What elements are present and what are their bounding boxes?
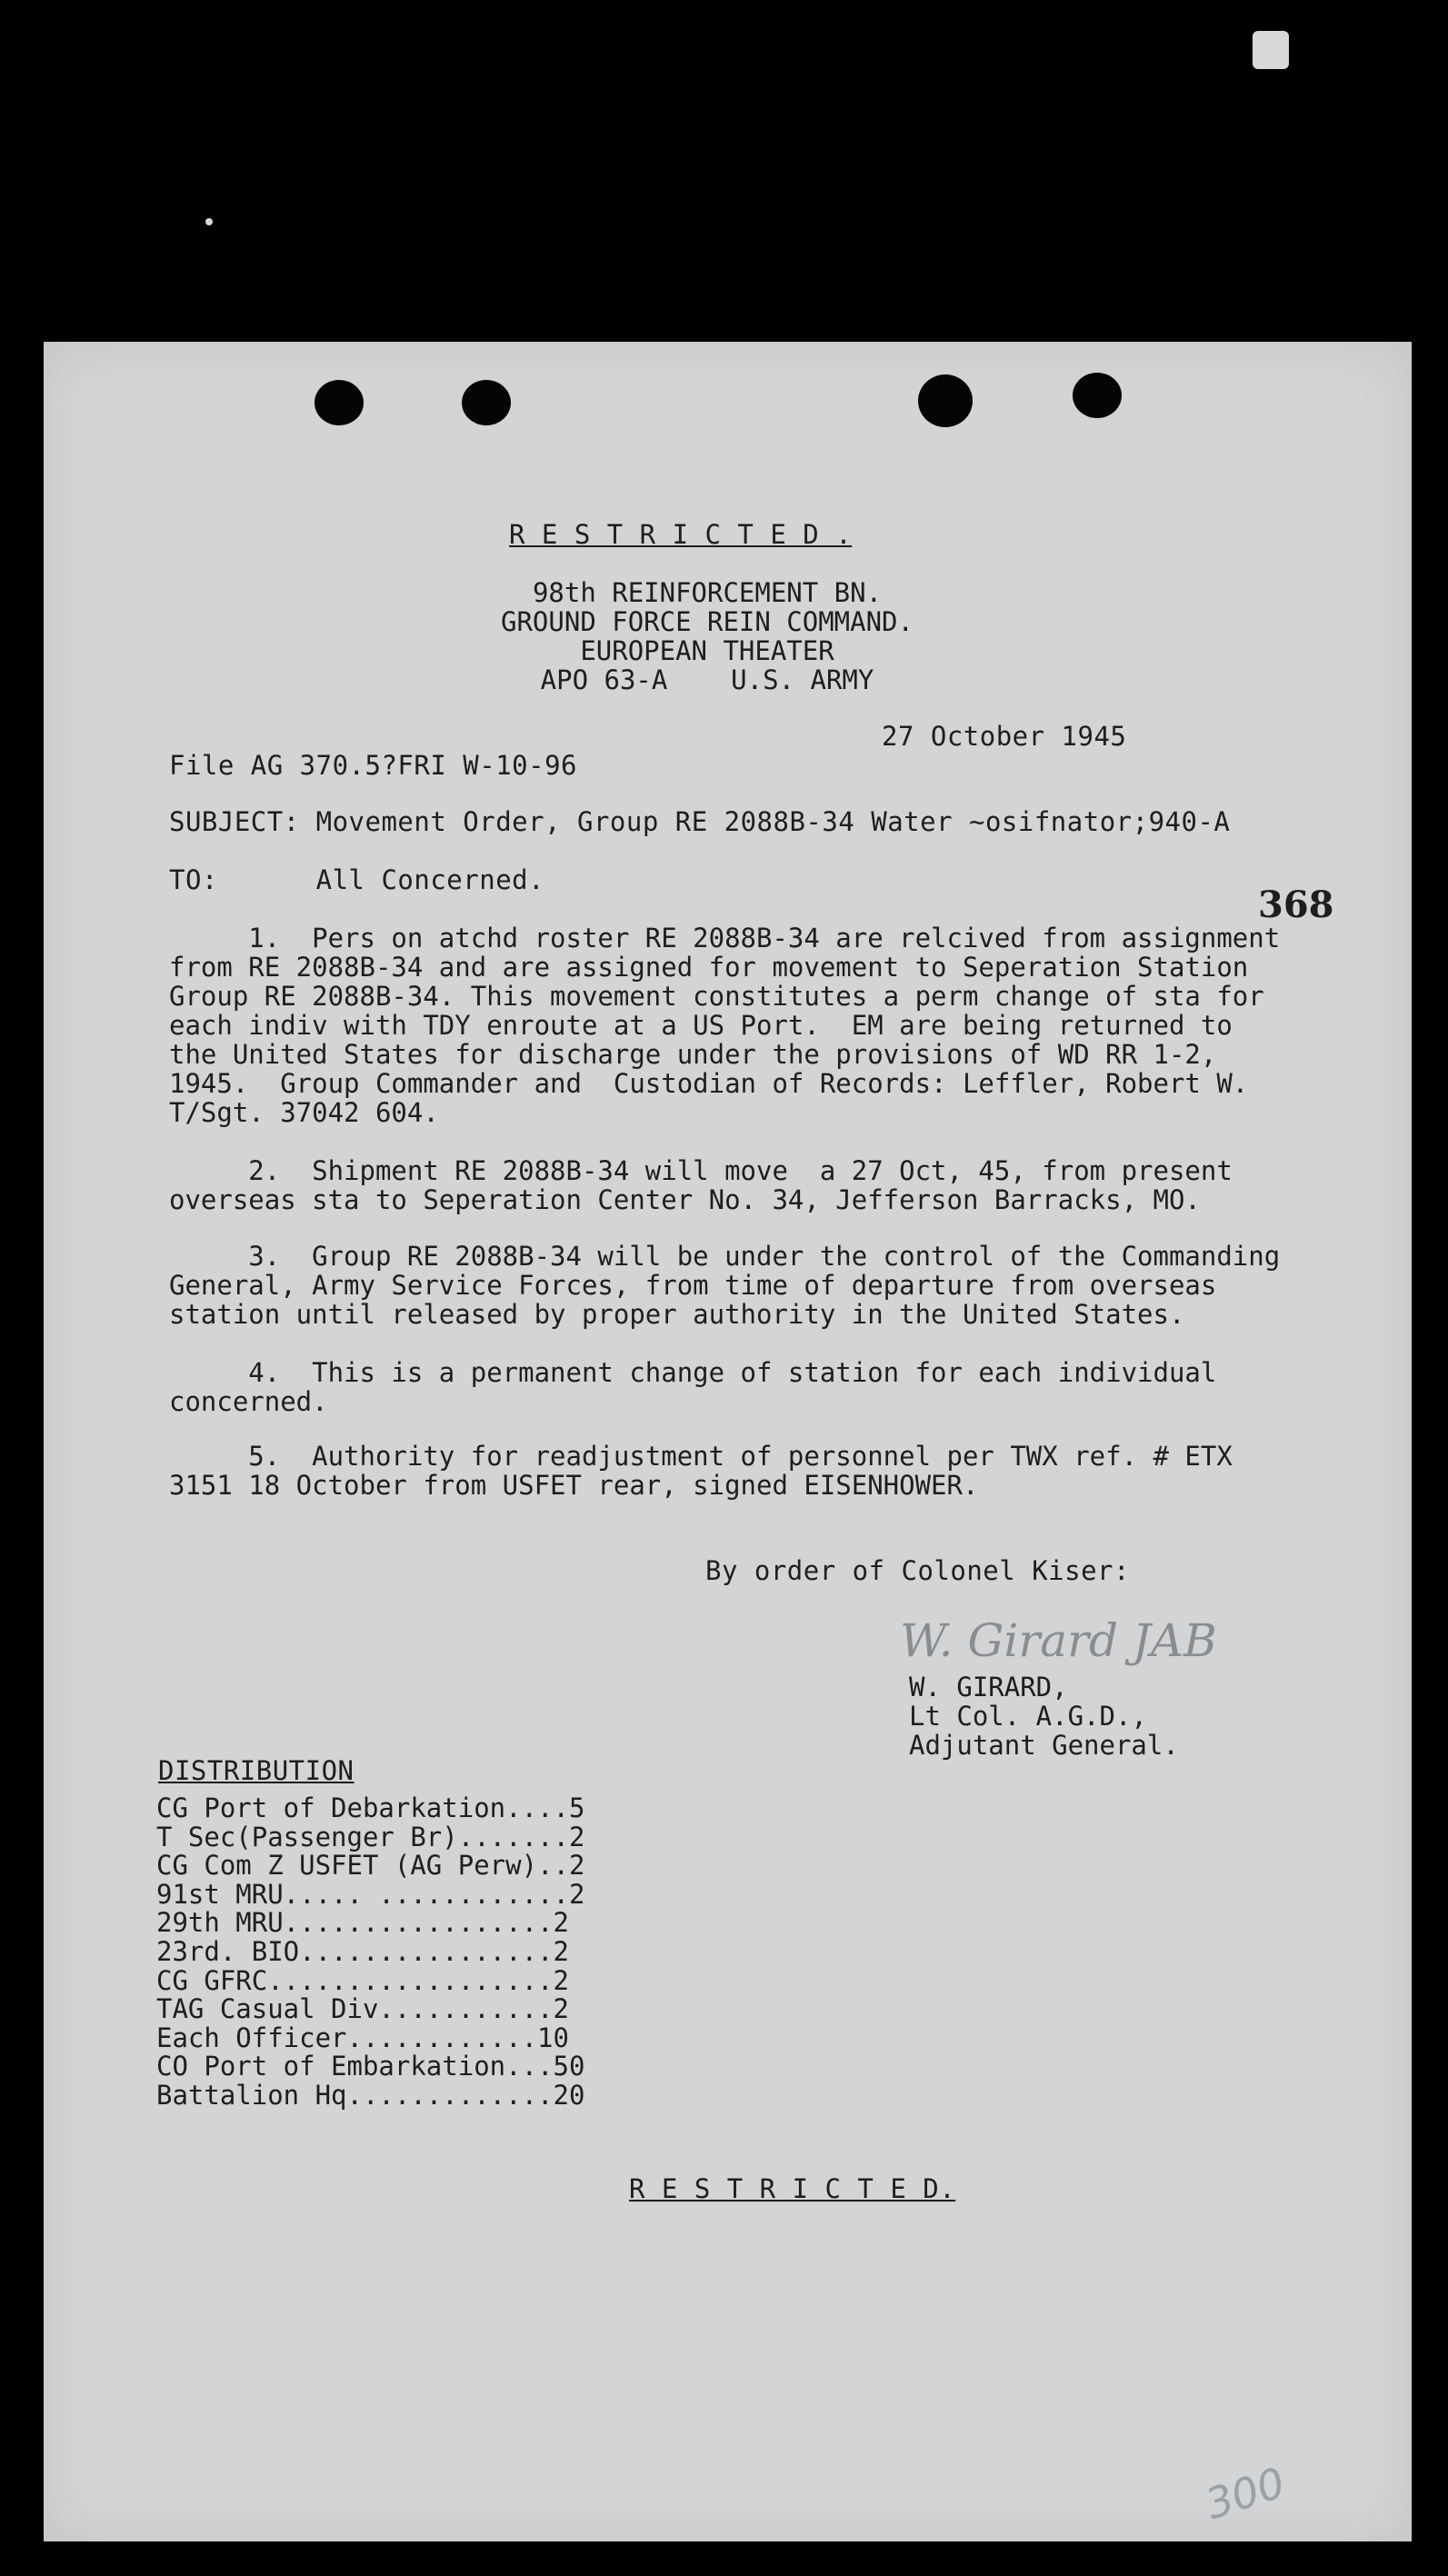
to-line: TO: All Concerned.: [169, 864, 545, 895]
distribution-item: 91st MRU..... ............2: [156, 1878, 585, 1910]
handwritten-signature: W. Girard JAB: [900, 1614, 1217, 1667]
distribution-item: CO Port of Embarkation...50: [156, 2051, 585, 2082]
punch-hole: [918, 374, 973, 427]
paragraph-2: [169, 1156, 1233, 1214]
classification-bottom: R E S T R I C T E D.: [629, 2173, 956, 2204]
distribution-item: TAG Casual Div...........2: [156, 1993, 569, 2025]
pencil-annotation: 300: [1199, 2457, 1292, 2530]
punch-hole: [315, 380, 364, 425]
paragraph-5: [169, 1442, 1233, 1500]
paragraph-1: [169, 924, 1280, 1127]
text-line: each indiv with TDY enroute at a US Port. EM are being returned to: [169, 1010, 1233, 1041]
text-line: 1945. Group Commander and Custodian of Records: Leffler, Robert W.: [169, 1068, 1249, 1099]
text-line: from RE 2088B-34 and are assigned for movement to Seperation Station: [169, 952, 1249, 983]
scan-artifact: [1253, 31, 1289, 69]
distribution-title: DISTRIBUTION: [158, 1755, 355, 1786]
signatory-line: Lt Col. A.G.D.,: [909, 1701, 1147, 1732]
paragraph-4: [169, 1358, 1216, 1416]
distribution-list: [156, 1794, 584, 2111]
text-line: 3. Group RE 2088B-34 will be under the control of the Commanding: [169, 1241, 1281, 1272]
text-line: Group RE 2088B-34. This movement constitutes a perm change of sta for: [169, 981, 1264, 1012]
document-page: [44, 342, 1412, 2541]
text-line: concerned.: [169, 1386, 328, 1417]
distribution-item: CG GFRC..................2: [156, 1964, 569, 1996]
distribution-item: CG Port of Debarkation....5: [156, 1792, 585, 1823]
text-line: T/Sgt. 37042 604.: [169, 1097, 439, 1128]
distribution-item: Each Officer............10: [156, 2022, 569, 2053]
subject-line: SUBJECT: Movement Order, Group RE 2088B-34 Water ~osifnator;940-A: [169, 806, 1231, 837]
distribution-item: T Sec(Passenger Br).......2: [156, 1821, 585, 1852]
letterhead-line: APO 63-A U.S. ARMY: [540, 664, 874, 695]
letterhead-line: GROUND FORCE REIN COMMAND.: [501, 606, 914, 637]
classification-top: R E S T R I C T E D .: [509, 519, 853, 550]
paragraph-3: [169, 1242, 1280, 1329]
letterhead-line: 98th REINFORCEMENT BN.: [532, 577, 883, 608]
scan-artifact-dot: [205, 218, 213, 225]
text-line: overseas sta to Seperation Center No. 34, Jefferson Barracks, MO.: [169, 1184, 1201, 1215]
text-line: 4. This is a permanent change of station for each individual: [169, 1357, 1217, 1388]
letterhead: [389, 578, 1025, 694]
file-reference: File AG 370.5?FRI W-10-96: [169, 750, 577, 781]
document-date: 27 October 1945: [882, 721, 1127, 752]
distribution-item: Battalion Hq.............20: [156, 2079, 585, 2111]
text-line: 5. Authority for readjustment of personnel per TWX ref. # ETX: [169, 1441, 1233, 1472]
text-line: 1. Pers on atchd roster RE 2088B-34 are relcived from assignment: [169, 923, 1281, 954]
distribution-item: 23rd. BIO................2: [156, 1935, 569, 1967]
punch-hole: [1073, 373, 1122, 418]
signatory-line: W. GIRARD,: [909, 1672, 1068, 1702]
text-line: the United States for discharge under the provisions of WD RR 1-2,: [169, 1039, 1217, 1070]
by-order-line: By order of Colonel Kiser:: [705, 1555, 1130, 1586]
distribution-item: CG Com Z USFET (AG Perw)..2: [156, 1850, 585, 1882]
distribution-item: 29th MRU.................2: [156, 1907, 569, 1939]
text-line: 3151 18 October from USFET rear, signed EISENHOWER.: [169, 1470, 979, 1501]
text-line: 2. Shipment RE 2088B-34 will move a 27 Oct, 45, from present: [169, 1155, 1233, 1186]
text-line: station until released by proper authority in the United States.: [169, 1299, 1185, 1330]
text-line: General, Army Service Forces, from time of departure from overseas: [169, 1270, 1217, 1301]
signatory-line: Adjutant General.: [909, 1730, 1179, 1761]
punch-hole: [462, 380, 511, 425]
letterhead-line: EUROPEAN THEATER: [580, 635, 834, 666]
page-number: 368: [1258, 884, 1334, 926]
signatory-block: [909, 1672, 1179, 1760]
